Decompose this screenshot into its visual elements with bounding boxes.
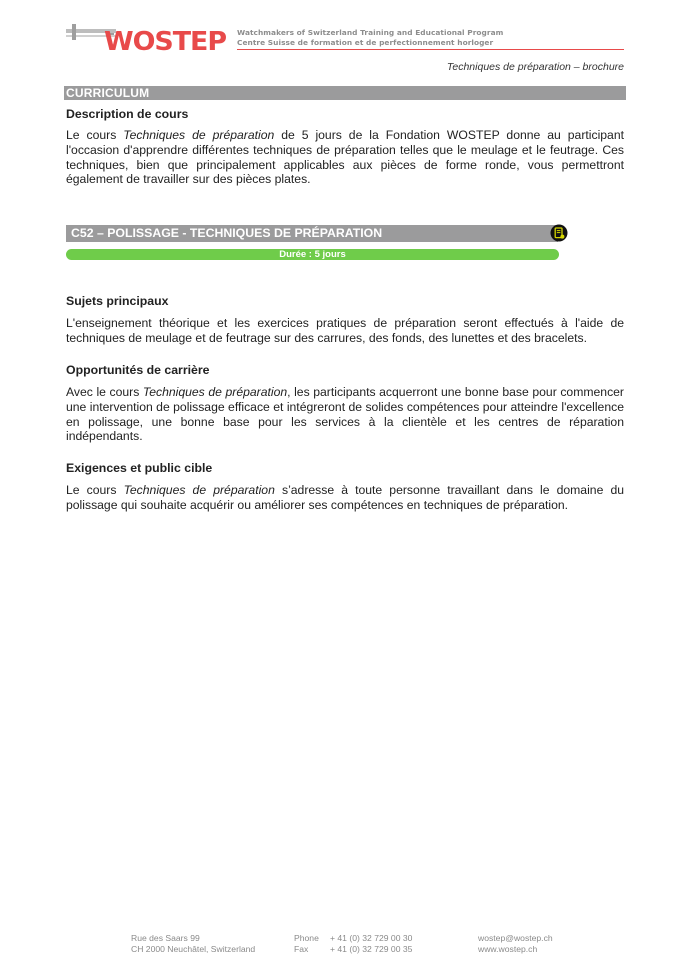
footer-email-link[interactable]: wostep@wostep.ch bbox=[478, 933, 553, 943]
footer-online bbox=[478, 933, 553, 954]
description-heading: Description de cours bbox=[66, 107, 189, 121]
section-header-bar bbox=[64, 86, 626, 100]
course-title-bar bbox=[66, 225, 558, 242]
wostep-logo bbox=[66, 24, 226, 52]
footer-contact-labels: Phone Fax bbox=[294, 933, 319, 954]
document-badge-icon[interactable] bbox=[550, 224, 568, 242]
footer-contact-numbers bbox=[330, 933, 412, 954]
header-line-fr: Centre Suisse de formation et de perfectionnement horloger bbox=[237, 38, 494, 47]
career-heading: Opportunités de carrière bbox=[66, 363, 210, 377]
description-paragraph: Le cours Techniques de préparation de 5 jours de la Fondation WOSTEP donne au participant l'occasion d'apprendre différentes techniques de préparation telles que le meulage et le feutrage. Ces techniques, bien que principalement applicables aux pièces de forme ronde, vous permettront également de travailler sur des pièces plates. bbox=[66, 128, 624, 187]
footer-address: Rue des Saars 99 CH 2000 Neuchâtel, Switzerland bbox=[131, 933, 256, 954]
footer-fax: + 41 (0) 32 729 00 35 bbox=[330, 943, 413, 954]
document-subtitle: Techniques de préparation – brochure bbox=[446, 61, 624, 73]
topics-heading: Sujets principaux bbox=[66, 294, 169, 308]
duration-label: Durée : 5 jours bbox=[279, 249, 346, 260]
footer-phone: + 41 (0) 32 729 00 30 bbox=[330, 933, 413, 943]
section-title: CURRICULUM bbox=[66, 86, 150, 100]
duration-bar bbox=[66, 249, 559, 260]
header-tagline bbox=[237, 28, 627, 48]
header-divider bbox=[237, 49, 624, 50]
course-title: C52 – POLISSAGE - TECHNIQUES DE PRÉPARATION bbox=[71, 226, 383, 240]
audience-paragraph: Le cours Techniques de préparation s’adresse à toute personne travaillant dans le domaine du polissage qui souhaite acquérir ou améliorer ses compétences en techniques de préparation. bbox=[66, 483, 624, 512]
footer-web-link[interactable]: www.wostep.ch bbox=[478, 943, 538, 954]
topics-paragraph: L'enseignement théorique et les exercices pratiques de préparation seront effectués à l'aide de techniques de meulage et de feutrage sur des carrures, des fonds, des lunettes et des bracelets. bbox=[66, 316, 624, 345]
header-line-en: Watchmakers of Switzerland Training and Educational Program bbox=[237, 28, 504, 37]
audience-heading: Exigences et public cible bbox=[66, 461, 213, 475]
logo-wordmark: WOSTEP bbox=[104, 27, 226, 52]
career-paragraph: Avec le cours Techniques de préparation, les participants acquerront une bonne base pour commencer une intervention de polissage efficace et intégreront de solides compétences pour atteindre l'excellence en polissage, une bonne base pour les services à la clientèle et les centres de réparation indépendants. bbox=[66, 385, 624, 444]
